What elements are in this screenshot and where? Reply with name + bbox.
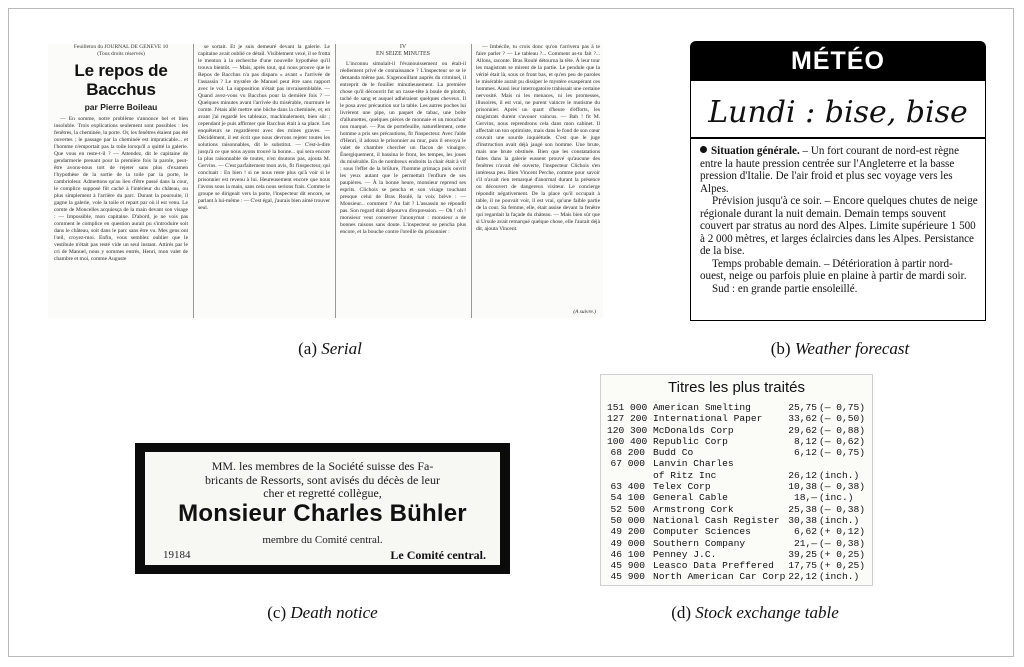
serial-author: par Pierre Boileau [84, 102, 158, 112]
company-cell: International Paper [653, 413, 763, 425]
price-cell: 6,12 [793, 447, 817, 459]
price-cell: 22,12 [788, 571, 817, 583]
chapter-number: IV [399, 44, 407, 50]
serial-text-col1 [54, 116, 188, 263]
forecast-tomorrow: Temps probable demain. – Détérioration à partir nord-ouest, neige ou parfois pluie en plaine à partir de mardi soir. [700, 257, 967, 282]
deceased-name: Monsieur Charles Bühler [178, 500, 467, 527]
death-notice-paper [145, 452, 500, 565]
serial-column-3 [340, 44, 466, 318]
price-cell: 26,12 [788, 469, 817, 481]
volume-cell: 54 100 [610, 492, 645, 504]
change-cell: (— 0,50) [819, 413, 866, 425]
change-cell: (inch.) [819, 469, 860, 481]
stock-table-clipping [600, 374, 873, 586]
deceased-role: membre du Comité central. [262, 534, 383, 546]
table-row [607, 526, 869, 537]
price-cell: 6,62 [793, 526, 817, 538]
caption-death-notice [245, 603, 400, 623]
table-row [607, 413, 869, 424]
change-cell: (— 0,38) [819, 503, 866, 515]
serial-text-col2 [198, 44, 330, 212]
serial-clipping [48, 44, 603, 318]
company-cell: American Smelting [653, 402, 751, 413]
situation-text: – Un fort courant de nord-est règne entre la haute pression centrée sur l'Angleterre et la basse pression d'Italie. De l'air froid et plus sec voyage vers les Alpes. [700, 145, 960, 195]
volume-cell: 46 100 [610, 548, 645, 560]
price-cell: 17,75 [788, 560, 817, 572]
change-cell: (— 0,38) [819, 537, 866, 549]
caption-serial [260, 339, 400, 359]
change-cell: (inch.) [819, 514, 860, 526]
change-cell: (+ 0,12) [819, 526, 866, 538]
price-cell: 30,38 [788, 514, 817, 526]
company-cell: North American Car Corp [653, 571, 786, 583]
volume-cell: 45 900 [610, 571, 645, 583]
price-cell: 21,— [793, 537, 817, 549]
caption-stock-table [640, 603, 870, 623]
company-cell: Leasco Data Preffered [653, 560, 774, 572]
serial-column-1 [54, 44, 188, 318]
chapter-title: EN SEIZE MINUTES [376, 51, 430, 57]
change-cell: (inch.) [819, 571, 860, 583]
volume-cell: 52 500 [610, 503, 645, 515]
signature-text: Le Comité central. [390, 548, 486, 562]
serial-column-2 [198, 44, 330, 318]
company-cell: Armstrong Cork [653, 503, 734, 515]
company-cell: Southern Company [653, 537, 746, 549]
caption-label: (d) [671, 603, 696, 622]
meteo-banner: MÉTÉO [690, 41, 986, 81]
volume-cell: 63 400 [610, 481, 645, 493]
headline-rule [690, 137, 986, 139]
caption-name: Weather forecast [794, 339, 910, 358]
caption-name: Death notice [290, 603, 378, 622]
serial-paragraph: se sortait. Et je suis demeuré devant la galerie. Le capitaine avait oublié ce détail. Visiblement vexé, il se frotta le menton à la recherche d'une nouvelle hypothèse qu'il trouva bientôt. — Mais, après tout, qui nous prouve que le Repos de Bacchus n'a pas disparu « avant » l'arrivée de l'assassin ? Le mystère de Manuel peut être sans rapport avec le vol. La supposition n'était pas invraisemblable. — Quand avez-vous vu Bacchus pour la dernière fois ? — Quelques minutes avant l'arrivée du misérable, murmure le comte. J'étais allé mettre une bûche dans la cheminée, et, en avant j'ai regardé les tableaux, machinalement, bien sûr ; cependant je puis affirmer que Bacchus était à sa place. Les enquêteurs se regardèrent avec des mines graves. — Décidément, il est écrit que nous devrons rejeter toutes les solutions raisonnables, dit le substitut. — C'est-à-dire jusqu'à ce que nous ayons trouvé la bonne... qui sera encore la plus raisonnable de toutes, n'en doutons pas, ajouta M. Gervins. — C'est parfaitement mon avis, fit l'inspecteur, qui concluait : En bien ! si ne nous reste plus qu'à voir si le prisonnier est revenu à lui. Heureusement encore que nous l'avons sous la main, sans cela nous serions frais. Comme le groupe se dirigeait vers la porte, l'inspecteur dit encore, se parlant à lui-même : — C'est égal, j'aurais bien aimé trouver seul. [198, 44, 330, 211]
death-notice-clipping [135, 443, 510, 574]
column-divider [471, 44, 472, 318]
company-cell: of Ritz Inc [653, 469, 717, 481]
volume-cell: 49 000 [610, 537, 645, 549]
change-cell: (+ 0,25) [819, 548, 866, 560]
table-row [607, 402, 869, 413]
serial-text-col4 [476, 44, 600, 302]
company-cell: McDonalds Corp [653, 424, 734, 436]
notice-line-3: cher et regretté collègue, [263, 486, 382, 500]
company-cell: General Cable [653, 492, 728, 504]
volume-cell: 67 000 [610, 458, 645, 470]
table-row [607, 538, 869, 549]
volume-cell: 151 000 [607, 402, 648, 413]
forecast-tonight: Prévision jusqu'à ce soir. – Encore quelques chutes de neige régionale durant la nuit demain. Demain temps souvent couvert par stratus au nord des Alpes. Limite supérieure 1 500 à 2 000 mètres, et larges éclaircies dans les Alpes. Persistance de la bise. [700, 195, 978, 257]
caption-name: Serial [321, 339, 362, 358]
price-cell: 29,62 [788, 424, 817, 436]
table-row [607, 515, 869, 526]
company-cell: Penney J.C. [653, 548, 717, 560]
serial-paragraph: L'inconnu simulait-il l'évanouissement ou était-il réellement privé de connaissance ? L'inspecteur se se le demanda même pas. S'agenouillant auprès du criminel, il entreprit de le fouiller minutieusement. La première chose qu'il découvrit fut un casse-tête à boule de plomb, taché de sang et auquel adhéraient quelques cheveux. Il le posa avec précaution sur la table. Les autres poches lui livrèrent une pipe, un paquet de tabac, une boîte d'allumettes, quelques pièces de monnaie et un mouchoir non marqué. — Pas de portefeuille, naturellement, cette homme a pris ses précautions, fit l'inspecteur. Avec l'aide d'Henri, il adossa le prisonnier au mur, puis il envoya le valet de chambre chercher un flacon de vinaigre. Énergiquement, il bassina le front, les tempes, les joues du misérable. En de nombreux endroits la chair était à vif : sous l'effet de la brûlure, l'homme grimaça puis ouvrit les yeux autant que le permettait l'enflure de ses paupières. — À la bonne heure, monsieur reprend ses esprits. Clichois se pencha et son visage touchant presque celui de Bras Roulé, la voix brève : — Monsieur... comment ? Au fait ? L'assassin ne répondit pas. Son regard était dépourvu d'expression. — Oh ! oh ! monsieur veut conserver l'anonymat : monsieur a de bonnes raisons sans doute. L'inspecteur se pencha plus encore, et la bouche contre l'oreille du prisonnier : [340, 61, 466, 235]
serial-paragraph: — Imbécile, tu crois donc qu'on t'arrivera pas à te faire parler ? — Le tableau ?... Comment as-tu fait ?... Allons, raconte. Bras Roulé détourna la tête. À leur tour les magistrats se mirent de la partie. Le pendule que la vérité était là, sous ce front bas, et qu'en peu de paroles le misérable aurait pu dissiper le mystère exaspérant ces hommes. Aussi leur interrogatoire trahissait une certaine nervosité. Mais ni les menaces, ni les promesses, illusoires, il est vrai, ne purent vaincre le mutisme du prisonnier. Après un quart d'heure d'efforts, les magistrats durent s'avouer vaincus. — Bah ! fit M. Gervins, nous reprendrons cela dans mon cabinet. Il affectait un ton optimiste, mais dans le fond de son cœur couvait une sourde inquiétude. C'est que le juge d'instruction avait déjà jaugé son homme. Une brute, mais une brute obstinée. Bien que les constatations faites dans la galerie eussent prouvé qu'aucune des fenêtres n'avait été ouverte, l'inspecteur Clichois s'en intéressa peu. Bien Vincent Perche, comme pour savoir s'il n'avait rien remarqué d'anormal durant la présence ou découvert de dangereux visiteur. Le concierge répondit négativement. De la place qu'il occupait à table, il ne pouvait voir, il est vrai, qu'une faible partie de la cour. Sa femme, elle, était assise devant la fenêtre qui regardait la façade du château. — Mais bien sûr que si Ursule avait remarqué quelque chose, elle l'aurait déjà dit, ajouta Vincent. [476, 44, 600, 232]
volume-cell: 127 200 [607, 413, 648, 425]
price-cell: 10,38 [788, 481, 817, 493]
price-cell: 25,38 [788, 503, 817, 515]
bullet-icon [700, 146, 707, 153]
change-cell: (— 0,62) [819, 435, 866, 447]
volume-cell: 100 400 [607, 435, 648, 447]
company-cell: Computer Sciences [653, 526, 751, 538]
table-row [607, 470, 869, 481]
weather-body [700, 145, 978, 295]
price-cell: 18,— [793, 492, 817, 504]
table-row [607, 571, 869, 582]
volume-cell: 120 300 [607, 424, 648, 436]
change-cell: (— 0,38) [819, 481, 866, 493]
serial-end-mark: (A suivre.) [573, 309, 596, 315]
stock-table-rows [607, 402, 869, 583]
notice-number: 19184 [163, 549, 191, 561]
table-row [607, 560, 869, 571]
notice-line-1: MM. les membres de la Société suisse des Fa- [211, 459, 434, 473]
serial-title: Le repos de Bacchus [74, 61, 168, 99]
volume-cell: 45 900 [610, 560, 645, 572]
company-cell: Lanvin Charles [653, 458, 734, 470]
notice-signature [390, 548, 486, 563]
volume-cell: 68 200 [610, 447, 645, 459]
weather-headline: Lundi : bise, bise [708, 95, 968, 130]
forecast-south: Sud : en grande partie ensoleillé. [712, 282, 858, 295]
caption-weather [740, 339, 940, 359]
table-row [607, 492, 869, 503]
change-cell: (— 0,75) [819, 447, 866, 459]
change-cell: (inc.) [819, 492, 854, 504]
caption-label: (b) [770, 339, 795, 358]
column-divider [193, 44, 194, 318]
table-row [607, 504, 869, 515]
caption-label: (c) [267, 603, 291, 622]
company-cell: National Cash Register [653, 514, 780, 526]
volume-cell: 50 000 [610, 514, 645, 526]
table-row [607, 447, 869, 458]
rights-note: (Tous droits réservés) [97, 50, 145, 57]
table-row [607, 425, 869, 436]
notice-line-2: bricants de Ressorts, sont avisés du décès de leur [205, 473, 440, 487]
weather-clipping [690, 41, 986, 321]
situation-paragraph [700, 145, 978, 195]
serial-text-col3 [340, 61, 466, 236]
change-cell: (— 0,75) [819, 402, 866, 413]
table-row [607, 549, 869, 560]
change-cell: (+ 0,25) [819, 560, 866, 572]
price-cell: 25,75 [788, 402, 817, 413]
change-cell: (— 0,88) [819, 424, 866, 436]
company-cell: Telex Corp [653, 481, 711, 493]
serial-paragraph: — En somme, notre problème s'annonce bel et bien insoluble. Trois explications seulement sont possibles : les fenêtres, la cheminée, la porte. Or, les fenêtres étaient pas été ouvertes ; le passage par la cheminée est impraticable... et l'homme n'emportait pas la toile lorsqu'il a quitté la galerie. Que vous en reste-t-il ? — Attendez, dit le capitaine de gendarmerie prenant pour la première fois la parole, peut-être avons-nous tort de rejeter sans plus d'examen l'hypothèse de la sortie de la toile par la porte, le cambrioleur. Admettons qu'au lieu d'être passé dans la cour, le complice supposé fût caché à l'intérieur du château, ou plus simplement à l'arrière du parc. Durant la poursuite, il gagne la galerie, vole la toile et repart par où il est venu. Le comte de Moncelles acquiesça de la main devant son visage : — Impossible, mon capitaine. D'abord, je ne vois pas comment le complice en question aurait pu s'introduire soit dans le château, soit dans le parc sans être vu. Mes gens ont l'œil, croyez-moi. Enfin, vous semblez oublier que le vestibule n'était pas resté vide un seul instant. Attirés par le cri de Manuel, nous y sommes entrés, Henri, mon valet de chambre et moi, comme Auguste [54, 116, 188, 262]
company-cell: Republic Corp [653, 435, 728, 447]
table-row [607, 458, 869, 469]
caption-name: Stock exchange table [695, 603, 839, 622]
column-divider [335, 44, 336, 318]
situation-label: Situation générale. [711, 145, 800, 157]
price-cell: 33,62 [788, 413, 817, 425]
feuilleton-header: Feuilleton du JOURNAL DE GENEVE 10 [73, 44, 169, 50]
table-row [607, 481, 869, 492]
price-cell: 39,25 [788, 548, 817, 560]
serial-column-4 [476, 44, 600, 318]
volume-cell: 49 200 [610, 526, 645, 538]
caption-label: (a) [298, 339, 322, 358]
table-row [607, 436, 869, 447]
price-cell: 8,12 [793, 435, 817, 447]
company-cell: Budd Co [653, 447, 694, 459]
stock-table-title: Titres les plus traités [668, 379, 805, 396]
